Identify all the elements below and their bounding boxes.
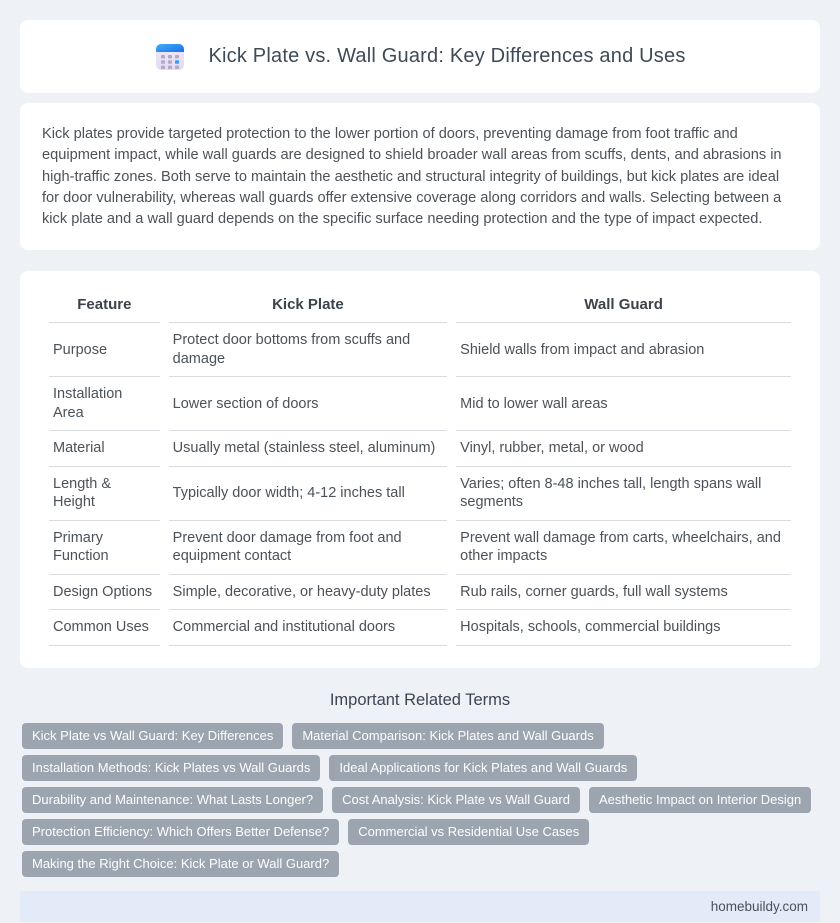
table-row <box>49 575 791 611</box>
related-terms-heading: Important Related Terms <box>329 690 511 709</box>
value-cell: Usually metal (stainless steel, aluminum) <box>169 431 448 467</box>
value-cell: Varies; often 8-48 inches tall, length spans wall segments <box>456 467 791 521</box>
intro-text: Kick plates provide targeted protection to the lower portion of doors, preventing damage from foot traffic and equipment impact, while wall guards are designed to shield broader wall areas from scuffs, dents, and abrasions in high-traffic zones. Both serve to maintain the aesthetic and structural integrity of buildings, but kick plates are ideal for door vulnerability, whereas wall guards offer extensive coverage along corridors and walls. Selecting between a kick plate and a wall guard depends on the specific surface needing protection and the type of impact expected. <box>42 126 782 228</box>
related-terms-list <box>20 723 820 877</box>
value-cell: Prevent door damage from foot and equipment contact <box>169 521 448 575</box>
related-term-chip[interactable]: Commercial vs Residential Use Cases <box>348 819 589 845</box>
related-term-chip[interactable]: Durability and Maintenance: What Lasts Longer? <box>22 787 323 813</box>
column-header: Feature <box>49 290 160 323</box>
value-cell: Rub rails, corner guards, full wall systems <box>456 575 791 611</box>
related-term-chip[interactable]: Protection Efficiency: Which Offers Better Defense? <box>22 819 339 845</box>
table-row <box>49 377 791 431</box>
table-row <box>49 521 791 575</box>
related-term-chip[interactable]: Ideal Applications for Kick Plates and Wall Guards <box>329 755 637 781</box>
value-cell: Mid to lower wall areas <box>456 377 791 431</box>
related-term-chip[interactable]: Installation Methods: Kick Plates vs Wall Guards <box>22 755 320 781</box>
related-term-chip[interactable]: Cost Analysis: Kick Plate vs Wall Guard <box>332 787 580 813</box>
page-title: Kick Plate vs. Wall Guard: Key Differences and Uses <box>208 45 686 67</box>
table-row <box>49 431 791 467</box>
value-cell: Lower section of doors <box>169 377 448 431</box>
comparison-table-body <box>49 323 791 646</box>
feature-cell: Length & Height <box>49 467 160 521</box>
feature-cell: Primary Function <box>49 521 160 575</box>
comparison-table <box>40 290 800 646</box>
related-term-chip[interactable]: Material Comparison: Kick Plates and Wall Guards <box>292 723 603 749</box>
value-cell: Commercial and institutional doors <box>169 610 448 646</box>
footer-bar <box>20 891 820 922</box>
column-header: Kick Plate <box>169 290 448 323</box>
feature-cell: Common Uses <box>49 610 160 646</box>
intro-card <box>20 103 820 250</box>
table-row <box>49 610 791 646</box>
calendar-icon <box>154 41 186 73</box>
value-cell: Prevent wall damage from carts, wheelchairs, and other impacts <box>456 521 791 575</box>
table-row <box>49 467 791 521</box>
site-name: homebuildy.com <box>710 898 808 914</box>
feature-cell: Design Options <box>49 575 160 611</box>
feature-cell: Purpose <box>49 323 160 377</box>
value-cell: Simple, decorative, or heavy-duty plates <box>169 575 448 611</box>
title-card <box>20 20 820 93</box>
value-cell: Typically door width; 4-12 inches tall <box>169 467 448 521</box>
feature-cell: Installation Area <box>49 377 160 431</box>
related-term-chip[interactable]: Aesthetic Impact on Interior Design <box>589 787 811 813</box>
related-term-chip[interactable]: Kick Plate vs Wall Guard: Key Differences <box>22 723 283 749</box>
comparison-table-head-row <box>49 290 791 323</box>
related-term-chip[interactable]: Making the Right Choice: Kick Plate or Wall Guard? <box>22 851 339 877</box>
value-cell: Hospitals, schools, commercial buildings <box>456 610 791 646</box>
comparison-table-card <box>20 271 820 668</box>
column-header: Wall Guard <box>456 290 791 323</box>
feature-cell: Material <box>49 431 160 467</box>
value-cell: Protect door bottoms from scuffs and damage <box>169 323 448 377</box>
table-row <box>49 323 791 377</box>
value-cell: Shield walls from impact and abrasion <box>456 323 791 377</box>
value-cell: Vinyl, rubber, metal, or wood <box>456 431 791 467</box>
